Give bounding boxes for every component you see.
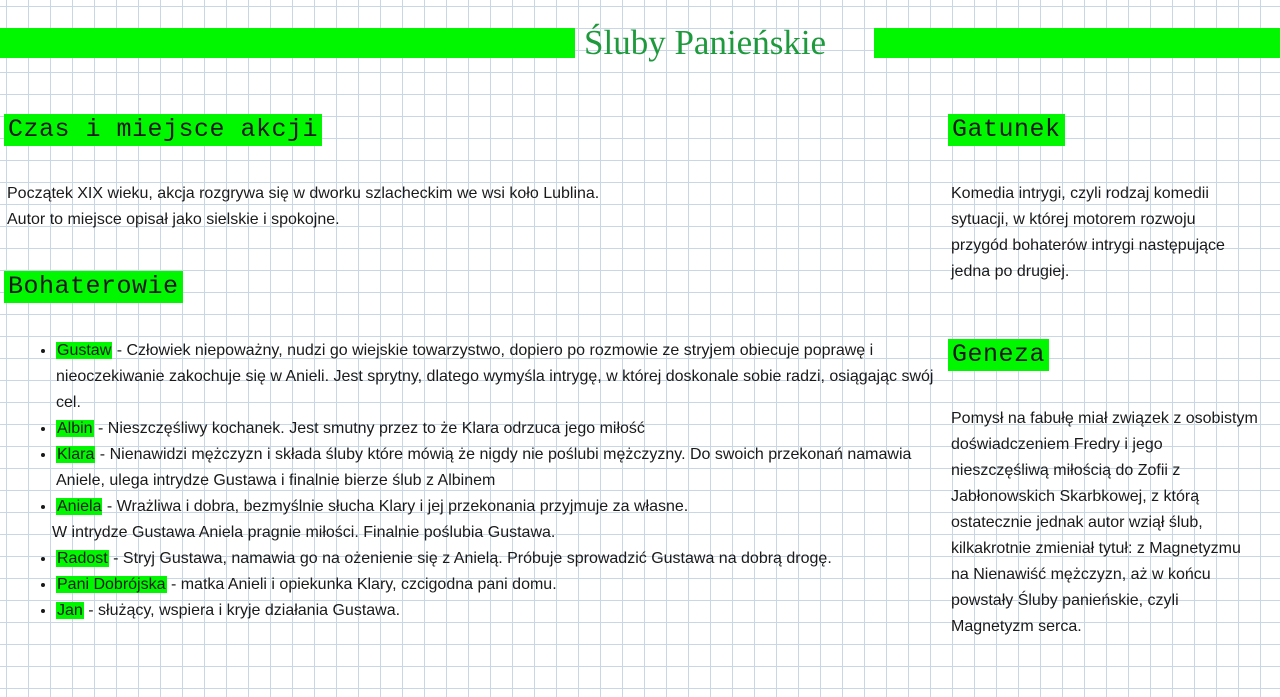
character-desc: - Wrażliwa i dobra, bezmyślnie słucha Klary i jej przekonania przyjmuje za własne. [102, 498, 689, 515]
title-bar-right [874, 28, 1280, 58]
list-item [56, 338, 936, 416]
character-desc: - Człowiek niepoważny, nudzi go wiejskie towarzystwo, dopiero po rozmowie ze stryjem obiecuje poprawę i nieoczekiwanie zakochuje się w Anieli. Jest sprytny, dlatego wymyśla intrygę, w której doskonale sobie radzi, osiągając swój cel. [56, 342, 934, 411]
list-item [56, 416, 936, 442]
character-name: Aniela [57, 498, 102, 515]
title-bar-left [0, 28, 575, 58]
page-title: Śluby Panieńskie [584, 23, 827, 62]
time-place-line: Autor to miejsce opisał jako sielskie i spokojne. [7, 211, 340, 228]
list-item [56, 546, 936, 572]
list-item [56, 442, 936, 494]
character-desc: - matka Anieli i opiekunka Klary, czcigodna pani domu. [166, 576, 557, 593]
heading-origin: Geneza [948, 339, 1049, 371]
heading-time-place: Czas i miejsce akcji [4, 114, 322, 146]
character-desc: - Nieszczęśliwy kochanek. Jest smutny przez to że Klara odrzuca jego miłość [93, 420, 645, 437]
character-name: Gustaw [57, 342, 112, 359]
genre-text: Komedia intrygi, czyli rodzaj komedii sytuacji, w której motorem rozwoju przygód bohaterów intrygi następujące jedna po drugiej. [951, 185, 1225, 280]
character-desc: - Nienawidzi mężczyzn i składa śluby które mówią że nigdy nie poślubi mężczyzny. Do swoich przekonań namawia Aniele, ulega intrydze Gustawa i finalnie bierze ślub z Albinem [56, 446, 912, 489]
character-desc: - służący, wspiera i kryje działania Gustawa. [83, 602, 401, 619]
list-item [52, 494, 936, 546]
character-name: Pani Dobrójska [57, 576, 166, 593]
list-item [56, 598, 936, 624]
character-name: Klara [57, 446, 95, 463]
character-desc-continued: W intrydze Gustawa Aniela pragnie miłości. Finalnie poślubia Gustawa. [52, 524, 556, 541]
list-item [56, 572, 936, 598]
character-name: Radost [57, 550, 108, 567]
title-bar [0, 22, 1280, 62]
heading-characters: Bohaterowie [4, 271, 183, 303]
character-name: Albin [57, 420, 93, 437]
character-desc: - Stryj Gustawa, namawia go na ożenienie się z Anielą. Próbuje sprowadzić Gustawa na dobrą drogę. [108, 550, 832, 567]
character-name: Jan [57, 602, 83, 619]
time-place-line: Początek XIX wieku, akcja rozgrywa się w dworku szlacheckim we wsi koło Lublina. [7, 185, 600, 202]
origin-text: Pomysł na fabułę miał związek z osobistym doświadczeniem Fredry i jego nieszczęśliwą miłością do Zofii z Jabłonowskich Skarbkowej, z którą ostatecznie jednak autor wziął ślub, kilkakrotnie zmieniał tytuł: z Magnetyzmu na Nienawiść mężczyzn, aż w końcu powstały Śluby panieńskie, czyli Magnetyzm serca. [951, 410, 1258, 635]
characters-list [26, 338, 936, 624]
time-place-text [7, 181, 907, 233]
heading-genre: Gatunek [948, 114, 1065, 146]
